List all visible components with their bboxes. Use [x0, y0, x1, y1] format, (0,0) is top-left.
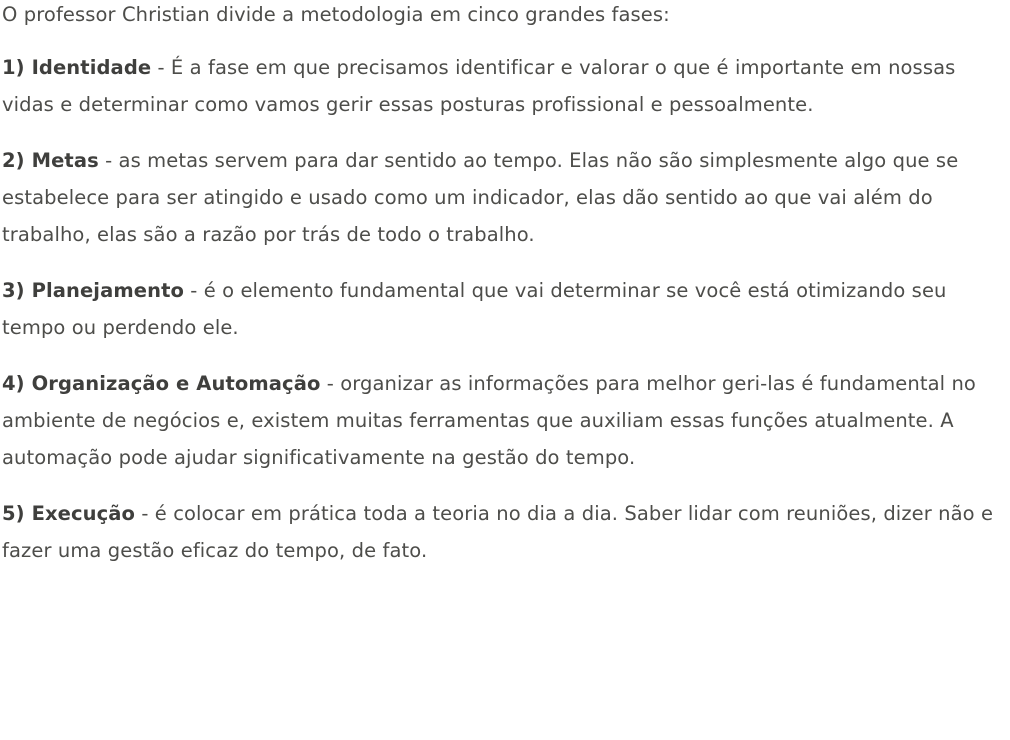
phase-paragraph-2	[2, 123, 1008, 253]
phase-label-4: 4) Organização e Automação	[2, 372, 321, 395]
phase-body-3: - é o elemento fundamental que vai determinar se você está otimizando seu tempo ou perdendo ele.	[2, 279, 947, 339]
phase-label-3: 3) Planejamento	[2, 279, 184, 302]
phase-body-4: - organizar as informações para melhor geri-las é fundamental no ambiente de negócios e, existem muitas ferramentas que auxiliam essas funções atualmente. A automação pode ajudar significativamente na gestão do tempo.	[2, 372, 976, 469]
phase-body-1: - É a fase em que precisamos identificar e valorar o que é importante em nossas vidas e determinar como vamos gerir essas posturas profissional e pessoalmente.	[2, 56, 956, 116]
phase-label-5: 5) Execução	[2, 502, 136, 525]
phase-paragraph-1	[2, 30, 1008, 123]
phase-label-2: 2) Metas	[2, 149, 99, 172]
phase-label-1: 1) Identidade	[2, 56, 152, 79]
phase-paragraph-3	[2, 253, 1008, 346]
intro-paragraph: O professor Christian divide a metodologia em cinco grandes fases:	[2, 3, 670, 26]
phase-paragraph-5	[2, 476, 1008, 569]
phase-body-2: - as metas servem para dar sentido ao tempo. Elas não são simplesmente algo que se estabelece para ser atingido e usado como um indicador, elas dão sentido ao que vai além do trabalho, elas são a razão por trás de todo o trabalho.	[2, 149, 959, 246]
phase-body-5: - é colocar em prática toda a teoria no dia a dia. Saber lidar com reuniões, dizer não e fazer uma gestão eficaz do tempo, de fato.	[2, 502, 994, 562]
phase-paragraph-4	[2, 346, 1008, 476]
